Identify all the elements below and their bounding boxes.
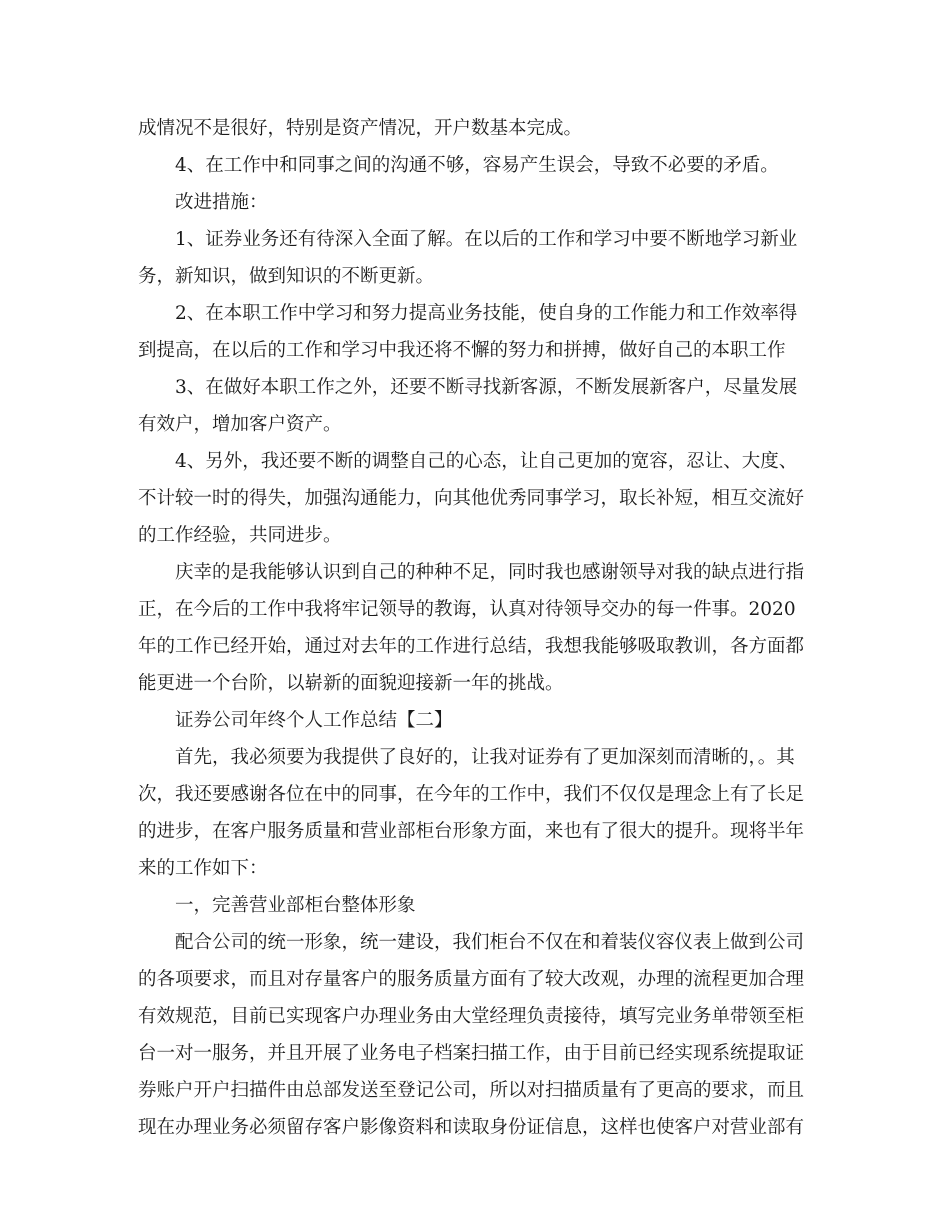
section-heading: 证券公司年终个人工作总结【二】 bbox=[175, 710, 453, 731]
text-line: 庆幸的是我能够认识到自己的种种不足，同时我也感谢领导对我的缺点进行指 bbox=[175, 562, 805, 583]
text-line: 正，在今后的工作中我将牢记领导的教诲，认真对待领导交办的每一件事。2020 bbox=[138, 599, 796, 620]
text-line: 2、在本职工作中学习和努力提高业务技能，使自身的工作能力和工作效率得 bbox=[175, 303, 798, 324]
text-line: 务，新知识，做到知识的不断更新。 bbox=[138, 266, 435, 287]
text-line: 改进措施： bbox=[175, 192, 268, 213]
text-line: 有效户，增加客户资产。 bbox=[138, 414, 342, 435]
text-line: 来的工作如下： bbox=[138, 858, 268, 879]
text-line: 首先，我必须要为我提供了良好的，让我对证券有了更加深刻而清晰的，。其 bbox=[175, 747, 795, 768]
text-line: 的工作经验，共同进步。 bbox=[138, 525, 342, 546]
text-line: 现在办理业务必须留存客户影像资料和读取身份证信息，这样也使客户对营业部有 bbox=[138, 1117, 805, 1138]
text-line: 有效规范，目前已实现客户办理业务由大堂经理负责接待，填写完业务单带领至柜 bbox=[138, 1006, 805, 1027]
text-line: 能更进一个台阶，以崭新的面貌迎接新一年的挑战。 bbox=[138, 673, 564, 694]
text-line: 台一对一服务，并且开展了业务电子档案扫描工作，由于目前已经实现系统提取证 bbox=[138, 1043, 805, 1064]
text-line: 次，我还要感谢各位在中的同事，在今年的工作中，我们不仅仅是理念上有了长足 bbox=[138, 784, 805, 805]
text-line: 3、在做好本职工作之外，还要不断寻找新客源，不断发展新客户，尽量发展 bbox=[175, 377, 798, 398]
subsection-heading: 一，完善营业部柜台整体形象 bbox=[175, 895, 416, 916]
text-line: 不计较一时的得失，加强沟通能力，向其他优秀同事学习，取长补短，相互交流好 bbox=[138, 488, 805, 509]
text-line: 1、证券业务还有待深入全面了解。在以后的工作和学习中要不断地学习新业 bbox=[175, 229, 798, 250]
text-line: 券账户开户扫描件由总部发送至登记公司，所以对扫描质量有了更高的要求，而且 bbox=[138, 1080, 805, 1101]
text-line: 到提高，在以后的工作和学习中我还将不懈的努力和拼搏，做好自己的本职工作 bbox=[138, 340, 786, 361]
text-line: 的各项要求，而且对存量客户的服务质量方面有了较大改观，办理的流程更加合理 bbox=[138, 969, 805, 990]
text-line: 4、另外，我还要不断的调整自己的心态，让自己更加的宽容，忍让、大度、 bbox=[175, 451, 798, 472]
text-line: 配合公司的统一形象，统一建设，我们柜台不仅在和着装仪容仪表上做到公司 bbox=[175, 932, 805, 953]
text-line: 成情况不是很好，特别是资产情况，开户数基本完成。 bbox=[138, 118, 583, 139]
text-line: 年的工作已经开始，通过对去年的工作进行总结，我想我能够吸取教训，各方面都 bbox=[138, 636, 805, 657]
text-line: 的进步，在客户服务质量和营业部柜台形象方面，来也有了很大的提升。现将半年 bbox=[138, 821, 805, 842]
text-line: 4、在工作中和同事之间的沟通不够，容易产生误会，导致不必要的矛盾。 bbox=[175, 155, 779, 176]
